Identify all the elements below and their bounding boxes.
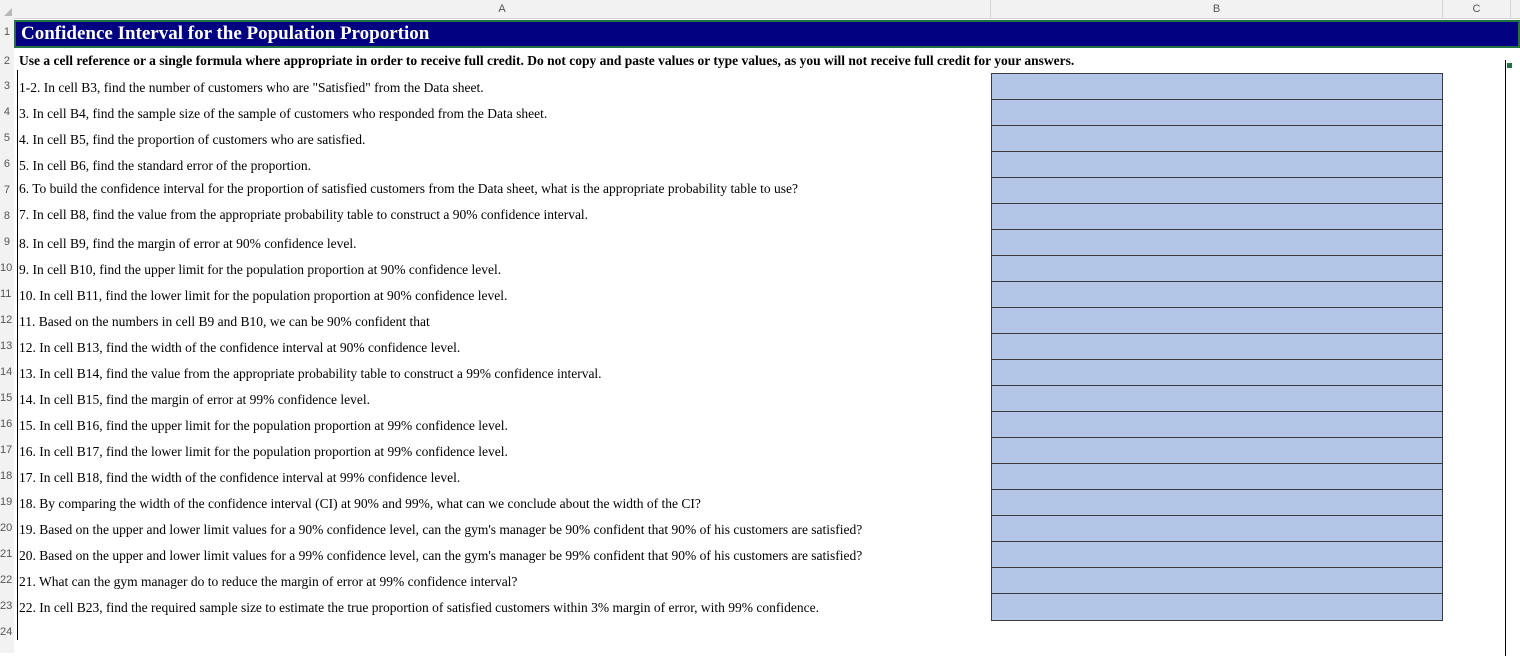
answer-cell-b22[interactable] <box>991 567 1443 594</box>
answer-cell-b19[interactable] <box>991 489 1443 516</box>
question-text[interactable]: 21. What can the gym manager do to reduce the margin of error at 99% confidence interval? <box>19 574 518 589</box>
answer-cell-b3[interactable] <box>991 73 1443 100</box>
row-number[interactable]: 15 <box>0 392 13 404</box>
row-header-bar <box>0 18 14 653</box>
answer-cell-b23[interactable] <box>991 593 1443 621</box>
row-number[interactable]: 20 <box>0 522 13 534</box>
instructions-cell[interactable] <box>14 48 1520 72</box>
row-number[interactable]: 17 <box>0 444 13 456</box>
answer-cell-b6[interactable] <box>991 151 1443 178</box>
answer-cell-b7[interactable] <box>991 177 1443 204</box>
question-text[interactable]: 10. In cell B11, find the lower limit for the population proportion at 90% confidence level. <box>19 288 508 303</box>
question-text[interactable]: 11. Based on the numbers in cell B9 and B10, we can be 90% confident that <box>19 314 430 329</box>
select-all-corner[interactable] <box>0 0 14 18</box>
row-number[interactable]: 1 <box>3 26 10 38</box>
sheet-title: Confidence Interval for the Population Proportion <box>21 23 430 44</box>
answer-cell-b14[interactable] <box>991 359 1443 386</box>
row-number[interactable]: 6 <box>3 158 10 170</box>
question-text[interactable]: 13. In cell B14, find the value from the appropriate probability table to construct a 99% confidence interval. <box>19 366 602 381</box>
column-header-b[interactable]: B <box>991 0 1443 18</box>
question-text[interactable]: 14. In cell B15, find the margin of error at 99% confidence level. <box>19 392 371 407</box>
row-number[interactable]: 8 <box>3 210 10 222</box>
answer-cell-b16[interactable] <box>991 411 1443 438</box>
question-text[interactable]: 4. In cell B5, find the proportion of customers who are satisfied. <box>19 132 366 147</box>
question-text[interactable]: 19. Based on the upper and lower limit values for a 90% confidence level, can the gym's manager be 90% confident that 90% of his customers are satisfied? <box>19 522 863 537</box>
title-cell[interactable] <box>14 20 1520 48</box>
answer-cell-b9[interactable] <box>991 229 1443 256</box>
worksheet-grid <box>14 18 1520 653</box>
row-number[interactable]: 10 <box>0 262 13 274</box>
question-text[interactable]: 16. In cell B17, find the lower limit for the population proportion at 99% confidence level. <box>19 444 508 459</box>
question-text[interactable]: 18. By comparing the width of the confidence interval (CI) at 90% and 99%, what can we conclude about the width of the CI? <box>19 496 701 511</box>
column-c-border <box>1505 60 1506 656</box>
row-number[interactable]: 23 <box>0 600 13 612</box>
question-text[interactable]: 20. Based on the upper and lower limit values for a 99% confidence level, can the gym's manager be 99% confident that 90% of his customers are satisfied? <box>19 548 863 563</box>
row-number[interactable]: 2 <box>3 55 10 67</box>
row-number[interactable]: 9 <box>3 236 10 248</box>
question-text[interactable]: 8. In cell B9, find the margin of error at 90% confidence level. <box>19 236 357 251</box>
answer-cell-b10[interactable] <box>991 255 1443 282</box>
question-text[interactable]: 17. In cell B18, find the width of the confidence interval at 99% confidence level. <box>19 470 461 485</box>
row-number[interactable]: 14 <box>0 366 13 378</box>
row-number[interactable]: 19 <box>0 496 13 508</box>
row-number[interactable]: 18 <box>0 470 13 482</box>
question-text[interactable]: 7. In cell B8, find the value from the appropriate probability table to construct a 90% confidence interval. <box>19 207 589 222</box>
row-number[interactable]: 21 <box>0 548 13 560</box>
question-text[interactable]: 5. In cell B6, find the standard error of the proportion. <box>19 158 312 173</box>
row-number[interactable]: 22 <box>0 574 13 586</box>
answer-cell-b17[interactable] <box>991 437 1443 464</box>
row-number[interactable]: 4 <box>3 106 10 118</box>
answer-cell-b13[interactable] <box>991 333 1443 360</box>
fill-handle[interactable] <box>1506 62 1513 69</box>
instructions-text: Use a cell reference or a single formula where appropriate in order to receive full credit. Do not copy and paste values or type values, as you will not receive full credit for your answers. <box>19 53 1075 68</box>
column-header-c[interactable]: C <box>1443 0 1511 18</box>
answer-cell-b5[interactable] <box>991 125 1443 152</box>
question-text[interactable]: 9. In cell B10, find the upper limit for the population proportion at 90% confidence level. <box>19 262 502 277</box>
row-number[interactable]: 11 <box>0 288 12 300</box>
question-text[interactable]: 3. In cell B4, find the sample size of the sample of customers who responded from the Data sheet. <box>19 106 548 121</box>
question-text[interactable]: 1-2. In cell B3, find the number of customers who are "Satisfied" from the Data sheet. <box>19 80 484 95</box>
row-number[interactable]: 7 <box>3 184 10 196</box>
answer-cell-b20[interactable] <box>991 515 1443 542</box>
row-number[interactable]: 12 <box>0 314 13 326</box>
question-text[interactable]: 15. In cell B16, find the upper limit for the population proportion at 99% confidence level. <box>19 418 508 433</box>
column-header-bar <box>0 0 1520 19</box>
row-number[interactable]: 16 <box>0 418 13 430</box>
answer-cell-b21[interactable] <box>991 541 1443 568</box>
answer-cell-b18[interactable] <box>991 463 1443 490</box>
column-header-a[interactable]: A <box>14 0 991 18</box>
row-number[interactable]: 24 <box>0 626 13 638</box>
answer-cell-b4[interactable] <box>991 99 1443 126</box>
question-text[interactable]: 22. In cell B23, find the required sample size to estimate the true proportion of satisfied customers within 3% margin of error, with 99% confidence. <box>19 600 819 615</box>
answer-cell-b8[interactable] <box>991 203 1443 230</box>
question-text[interactable]: 12. In cell B13, find the width of the confidence interval at 90% confidence level. <box>19 340 461 355</box>
row-border-line <box>17 70 18 640</box>
row-number[interactable]: 3 <box>3 80 10 92</box>
row-number[interactable]: 13 <box>0 340 13 352</box>
answer-cell-b12[interactable] <box>991 307 1443 334</box>
question-text[interactable]: 6. To build the confidence interval for the proportion of satisfied customers from the Data sheet, what is the appropriate probability table to use? <box>19 181 798 196</box>
answer-cell-b15[interactable] <box>991 385 1443 412</box>
row-number[interactable]: 5 <box>3 132 10 144</box>
answer-cell-b11[interactable] <box>991 281 1443 308</box>
